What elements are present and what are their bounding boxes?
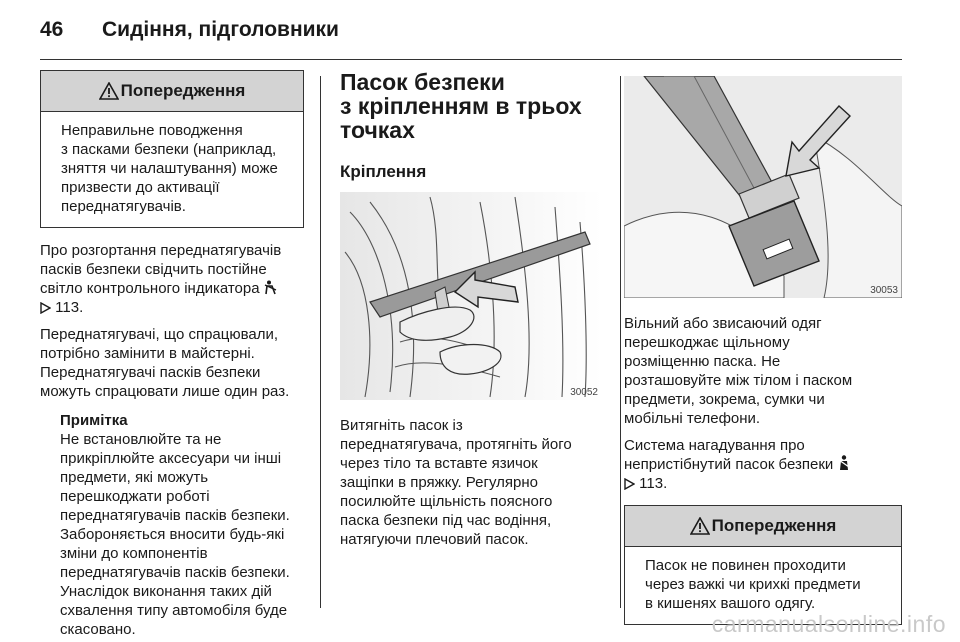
text-line: з пасками безпеки (наприклад, bbox=[61, 141, 277, 158]
page-reference[interactable] bbox=[40, 298, 304, 317]
heading-line: точках bbox=[340, 117, 415, 143]
text-line: переднатягувачів пасків безпеки. bbox=[60, 564, 290, 581]
page-reference-icon bbox=[40, 302, 51, 314]
text-line: світло контрольного індикатора bbox=[40, 280, 260, 297]
text-line: переднатягувачів пасків безпеки. bbox=[60, 507, 290, 524]
fastening-drawing bbox=[340, 192, 602, 400]
column-3 bbox=[622, 70, 902, 625]
buckle-illustration bbox=[624, 76, 902, 298]
warning-text bbox=[41, 112, 303, 227]
clothing-paragraph bbox=[624, 314, 902, 428]
text-line: можуть спрацювати лише один раз. bbox=[40, 383, 290, 400]
warning-box bbox=[624, 505, 902, 625]
warning-title: Попередження bbox=[711, 516, 837, 535]
note-block bbox=[60, 411, 304, 639]
page-reference-number: 113. bbox=[639, 475, 668, 492]
column-divider-1 bbox=[320, 76, 321, 608]
text-line: переднатягувачів. bbox=[61, 198, 186, 215]
text-line: Неправильне поводження bbox=[61, 122, 243, 139]
text-line: скасовано. bbox=[60, 621, 136, 638]
fastening-paragraph bbox=[340, 416, 602, 549]
text-line: Вільний або звисаючий одяг bbox=[624, 315, 822, 332]
subheading: Кріплення bbox=[340, 162, 427, 181]
page-number: 46 bbox=[40, 18, 64, 41]
figure-number: 30052 bbox=[570, 387, 598, 398]
text-line: Переднатягувачі пасків безпеки bbox=[40, 364, 261, 381]
warning-triangle-icon bbox=[690, 517, 710, 535]
figure-number: 30053 bbox=[870, 285, 898, 296]
watermark: carmanualsonline.info bbox=[711, 611, 946, 637]
page-reference-number: 113. bbox=[55, 299, 84, 316]
note-title: Примітка bbox=[60, 412, 128, 429]
page-reference-icon bbox=[624, 478, 635, 490]
text-line: Пасок не повинен проходити bbox=[645, 557, 846, 574]
text-line: зміни до компонентів bbox=[60, 545, 208, 562]
pretensioner-indicator-icon bbox=[264, 280, 278, 295]
column-2 bbox=[340, 70, 602, 549]
text-line: розміщенню паска. Не bbox=[624, 353, 781, 370]
page-header bbox=[40, 14, 920, 48]
main-heading bbox=[340, 70, 602, 142]
page-reference[interactable] bbox=[624, 474, 902, 493]
text-line: натягуючи плечовий пасок. bbox=[340, 531, 529, 548]
section-title: Сидіння, підголовники bbox=[102, 18, 339, 41]
text-line: Про розгортання переднатягувачів bbox=[40, 242, 282, 259]
text-line: потрібно замінити в майстерні. bbox=[40, 345, 255, 362]
text-line: мобільні телефони. bbox=[624, 410, 761, 427]
text-line: розташовуйте між тілом і паском bbox=[624, 372, 853, 389]
replacement-paragraph bbox=[40, 325, 304, 401]
text-line: схвалення типу автомобіля буде bbox=[60, 602, 288, 619]
text-line: перешкоджає щільному bbox=[624, 334, 790, 351]
text-line: защіпки в пряжку. Регулярно bbox=[340, 474, 538, 491]
text-line: через важкі чи крихкі предмети bbox=[645, 576, 861, 593]
text-line: Переднатягувачі, що спрацювали, bbox=[40, 326, 279, 343]
header-rule bbox=[40, 59, 902, 60]
text-line: предмети, які можуть bbox=[60, 469, 209, 486]
text-line: через тіло та вставте язичок bbox=[340, 455, 538, 472]
pretensioner-paragraph bbox=[40, 241, 304, 317]
text-line: Забороняється вносити будь-які bbox=[60, 526, 285, 543]
text-line: Система нагадування про bbox=[624, 437, 805, 454]
text-line: Витягніть пасок із bbox=[340, 417, 463, 434]
text-line: посилюйте щільність поясного bbox=[340, 493, 553, 510]
text-line bbox=[40, 279, 304, 298]
warning-header bbox=[41, 71, 303, 112]
seatbelt-reminder-icon bbox=[837, 455, 851, 471]
text-line: пасків безпеки свідчить постійне bbox=[40, 261, 267, 278]
text-line: зняття чи налаштування) може bbox=[61, 160, 278, 177]
text-line: в кишенях вашого одягу. bbox=[645, 595, 816, 612]
column-1 bbox=[40, 70, 304, 639]
text-line: паска безпеки під час водіння, bbox=[340, 512, 552, 529]
text-line: перешкоджати роботі bbox=[60, 488, 210, 505]
text-line bbox=[624, 455, 902, 474]
column-divider-2 bbox=[620, 76, 621, 608]
text-line: непристібнутий пасок безпеки bbox=[624, 456, 834, 473]
text-line: предмети, зокрема, сумки чи bbox=[624, 391, 825, 408]
heading-line: з кріпленням в трьох bbox=[340, 93, 582, 119]
text-line: переднатягувача, протягніть його bbox=[340, 436, 572, 453]
buckle-drawing bbox=[624, 76, 902, 298]
warning-header bbox=[625, 506, 901, 547]
text-line: Унаслідок виконання таких дій bbox=[60, 583, 272, 600]
text-line: призвести до активації bbox=[61, 179, 220, 196]
warning-title: Попередження bbox=[120, 81, 246, 100]
text-line: прикріплюйте аксесуари чи інші bbox=[60, 450, 282, 467]
seatbelt-fastening-illustration bbox=[340, 192, 602, 400]
warning-triangle-icon bbox=[99, 82, 119, 100]
warning-box bbox=[40, 70, 304, 228]
reminder-paragraph bbox=[624, 436, 902, 493]
heading-line: Пасок безпеки bbox=[340, 69, 505, 95]
text-line: Не встановлюйте та не bbox=[60, 431, 222, 448]
